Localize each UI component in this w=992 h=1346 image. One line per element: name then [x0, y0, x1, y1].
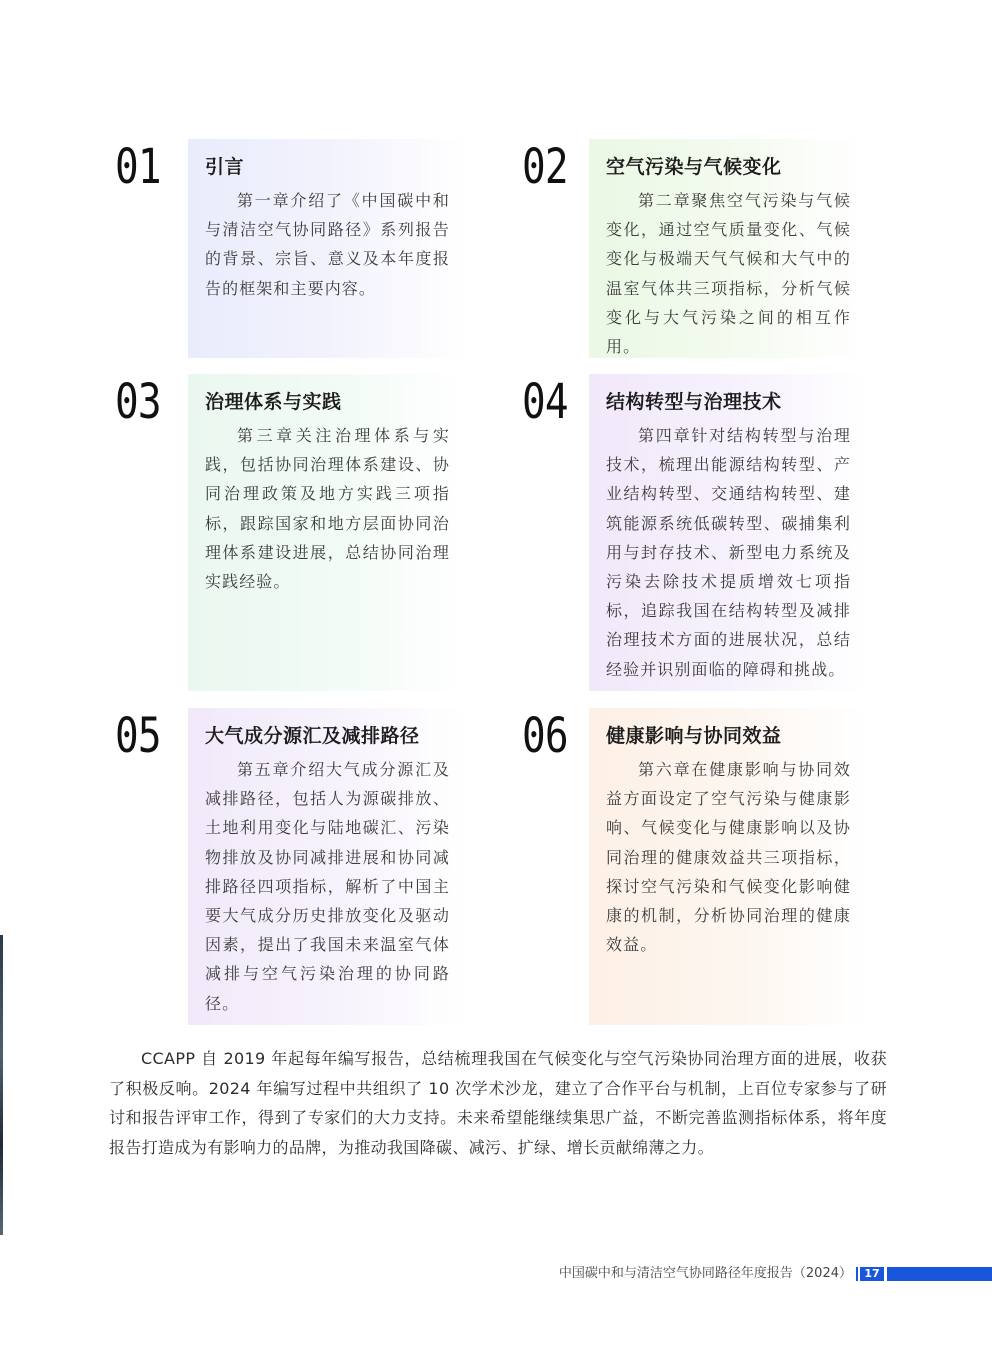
section-number-4: 04 — [522, 374, 568, 430]
section-title-4: 结构转型与治理技术 — [606, 391, 782, 413]
section-number-2: 02 — [522, 139, 568, 195]
footer-report-title: 中国碳中和与清洁空气协同路径年度报告（2024） — [558, 1266, 852, 1281]
footer-separator — [856, 1267, 858, 1281]
section-card-1 — [188, 139, 466, 358]
section-text-5: 第五章介绍大气成分源汇及减排路径，包括人为源碳排放、土地利用变化与陆地碳汇、污染物排放及协同减排进展和协同减排路径四项指标，解析了中国主要大气成分历史排放变化及驱动因素，提出了我国未来温室气体减排与空气污染治理的协同路径。 — [205, 760, 450, 1013]
section-text-6: 第六章在健康影响与协同效益方面设定了空气污染与健康影响、气候变化与健康影响以及协同治理的健康效益共三项指标，探讨空气污染和气候变化影响健康的机制，分析协同治理的健康效益。 — [606, 760, 851, 955]
summary-paragraph: CCAPP 自 2019 年起每年编写报告，总结梳理我国在气候变化与空气污染协同治理方面的进展，收获了积极反响。2024 年编写过程中共组织了 10 次学术沙龙，建立了合作平台与机制，上百位专家参与了研讨和报告评审工作，得到了专家们的大力支持。未来希望能继续集思广益，不断完善监测指标体系，将年度报告打造成为有影响力的品牌，为推动我国降碳、减污、扩绿、增长贡献绵薄之力。 — [109, 1049, 887, 1157]
left-edge-image-strip — [0, 935, 3, 1235]
section-card-6 — [589, 708, 867, 1025]
section-number-6: 06 — [522, 708, 568, 764]
section-card-2 — [589, 139, 867, 358]
section-title-3: 治理体系与实践 — [205, 391, 342, 413]
section-title-2: 空气污染与气候变化 — [606, 156, 782, 178]
section-text-3: 第三章关注治理体系与实践，包括协同治理体系建设、协同治理政策及地方实践三项指标，跟踪国家和地方层面协同治理体系建设进展，总结协同治理实践经验。 — [205, 426, 450, 592]
section-title-5: 大气成分源汇及减排路径 — [205, 725, 420, 747]
section-number-3: 03 — [115, 374, 161, 430]
section-card-5 — [188, 708, 466, 1025]
section-number-1: 01 — [115, 139, 161, 195]
section-title-1: 引言 — [205, 156, 245, 178]
page-number: 17 — [860, 1267, 884, 1281]
section-text-1: 第一章介绍了《中国碳中和与清洁空气协同路径》系列报告的背景、宗旨、意义及本年度报告的框架和主要内容。 — [205, 191, 450, 298]
section-number-5: 05 — [115, 708, 161, 764]
section-text-4: 第四章针对结构转型与治理技术，梳理出能源结构转型、产业结构转型、交通结构转型、建筑能源系统低碳转型、碳捕集利用与封存技术、新型电力系统及污染去除技术提质增效七项指标，追踪我国在结构转型及减排治理技术方面的进展状况，总结经验并识别面临的障碍和挑战。 — [606, 426, 851, 679]
section-card-3 — [188, 374, 466, 691]
section-title-6: 健康影响与协同效益 — [606, 725, 782, 747]
section-card-4 — [589, 374, 867, 691]
section-text-2: 第二章聚焦空气污染与气候变化，通过空气质量变化、气候变化与极端天气气候和大气中的温室气体共三项指标，分析气候变化与大气污染之间的相互作用。 — [606, 191, 851, 357]
footer-accent-bar — [887, 1267, 992, 1281]
